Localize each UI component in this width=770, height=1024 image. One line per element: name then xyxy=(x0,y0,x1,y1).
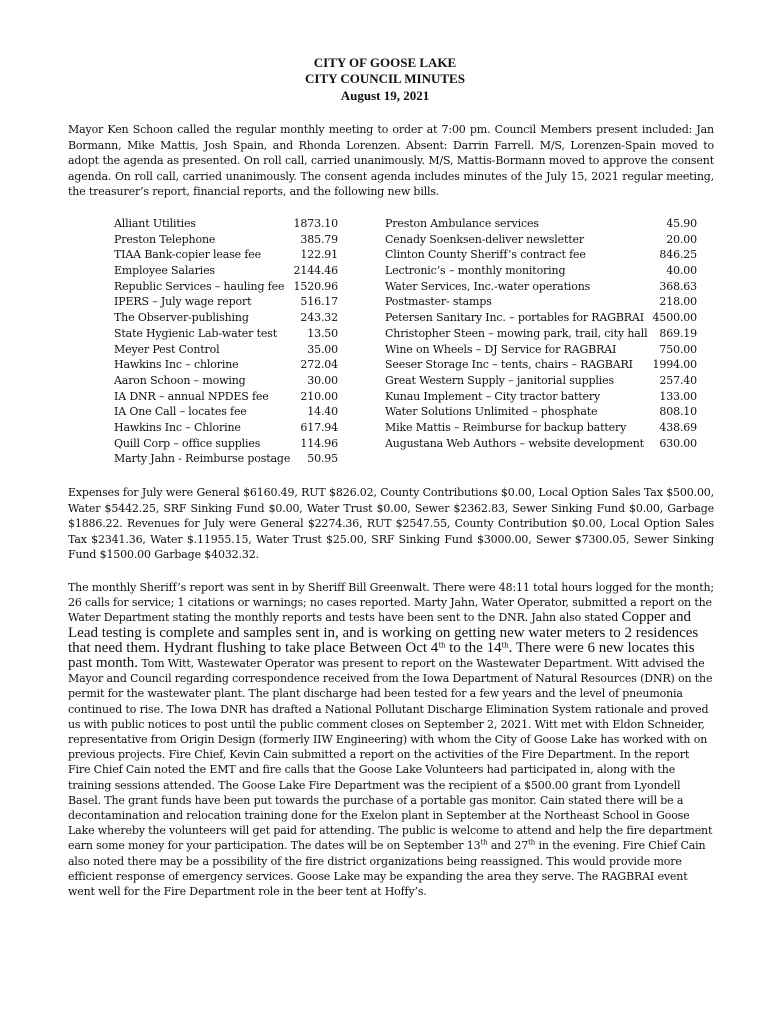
bill-row xyxy=(385,279,697,295)
bill-row xyxy=(114,357,338,373)
superscript: th xyxy=(528,838,536,847)
bill-row xyxy=(385,342,697,358)
bill-row xyxy=(385,232,697,248)
bill-amount: 210.00 xyxy=(300,389,338,403)
bill-vendor: Meyer Pest Control xyxy=(114,342,220,356)
bill-amount: 114.96 xyxy=(300,436,338,450)
bill-vendor: Cenady Soenksen-deliver newsletter xyxy=(385,232,584,246)
meeting-date: August 19, 2021 xyxy=(340,88,430,103)
bill-amount: 243.32 xyxy=(300,311,338,325)
bill-row xyxy=(385,247,697,263)
bill-row xyxy=(114,451,338,467)
bill-row xyxy=(114,389,338,405)
city-heading: CITY OF GOOSE LAKE xyxy=(313,55,457,70)
bill-row xyxy=(114,232,338,248)
bill-row xyxy=(385,263,697,279)
bill-amount: 45.90 xyxy=(666,217,697,230)
bill-amount: 438.69 xyxy=(659,420,697,434)
bill-vendor: Quill Corp – office supplies xyxy=(114,436,261,450)
bill-row xyxy=(385,326,697,342)
intro-paragraph: Mayor Ken Schoon called the regular monthly meeting to order at 7:00 pm. Council Members present included: Jan Bormann, Mike Mattis, Josh Spain, and Rhonda Lorenzen. Absent: Darrin Farrell. M/S, Lorenzen-Spain moved to adopt the agenda as presented. On roll call, carried unanimously. M/S, Mattis-Bormann moved to approve the consent agenda. On roll call, carried unanimously. The consent agenda includes minutes of the July 15, 2021 regular meeting, the treasurer’s report, financial reports, and the following new bills. xyxy=(68,123,714,199)
bill-vendor: Aaron Schoon – mowing xyxy=(114,373,246,387)
bill-amount: 368.63 xyxy=(659,279,697,293)
bill-amount: 50.95 xyxy=(307,452,338,466)
bill-amount: 630.00 xyxy=(659,436,697,450)
bill-row xyxy=(114,247,338,263)
bill-amount: 808.10 xyxy=(659,405,697,419)
bill-amount: 257.40 xyxy=(659,373,697,387)
bill-vendor: Hawkins Inc – Chlorine xyxy=(114,420,241,434)
bill-vendor: Hawkins Inc – chlorine xyxy=(114,358,239,372)
bill-amount: 13.50 xyxy=(307,326,338,340)
bill-row xyxy=(114,436,338,452)
report-ending: in the evening. Fire Chief Cain also noted there may be a possibility of the fire district organizations being reassigned. This would provide more efficient response of emergency services. Goose Lake may be expanding the area they serve. The RAGBRAI event went well for the Fire Department role in the beer tent at Hoffy’s. xyxy=(68,839,706,899)
bill-row xyxy=(114,342,338,358)
bill-vendor: TIAA Bank-copier lease fee xyxy=(114,248,262,262)
superscript: th xyxy=(438,641,446,650)
bill-amount: 2144.46 xyxy=(293,264,338,278)
bill-vendor: Marty Jahn - Reimburse postage xyxy=(114,452,291,466)
bill-row xyxy=(385,294,697,310)
bill-row xyxy=(114,373,338,389)
bill-row xyxy=(114,216,338,232)
document-title: CITY COUNCIL MINUTES xyxy=(305,71,465,86)
bill-vendor: Employee Salaries xyxy=(114,264,215,278)
bill-vendor: Alliant Utilities xyxy=(114,217,196,230)
report-continuation: and 27 xyxy=(487,839,529,853)
bill-vendor: Lectronic’s – monthly monitoring xyxy=(385,264,566,278)
bill-amount: 272.04 xyxy=(300,358,338,372)
bill-vendor: The Observer-publishing xyxy=(114,311,249,325)
bill-amount: 35.00 xyxy=(307,342,338,356)
bill-amount: 869.19 xyxy=(659,326,697,340)
bill-vendor: Seeser Storage Inc – tents, chairs – RAGBARI xyxy=(385,358,633,372)
bill-amount: 1520.96 xyxy=(293,279,338,293)
bill-amount: 20.00 xyxy=(666,232,697,246)
bill-vendor: IA DNR – annual NPDES fee xyxy=(114,389,269,403)
superscript: th xyxy=(501,641,509,650)
bill-amount: 4500.00 xyxy=(652,311,697,325)
bill-vendor: Preston Ambulance services xyxy=(385,217,539,230)
bill-amount: 1873.10 xyxy=(293,217,338,230)
bill-vendor: State Hygienic Lab-water test xyxy=(114,326,278,340)
bill-vendor: Republic Services – hauling fee xyxy=(114,279,285,293)
bill-row xyxy=(114,420,338,436)
superscript: th xyxy=(480,838,488,847)
bill-vendor: IA One Call – locates fee xyxy=(114,405,247,419)
bill-row xyxy=(385,216,697,232)
bill-row xyxy=(114,310,338,326)
bill-row xyxy=(114,404,338,420)
bill-vendor: Great Western Supply – janitorial supplies xyxy=(385,373,614,387)
bill-amount: 133.00 xyxy=(659,389,697,403)
bill-vendor: Water Solutions Unlimited – phosphate xyxy=(385,405,598,419)
bill-row xyxy=(385,310,697,326)
bill-row xyxy=(385,357,697,373)
bill-amount: 617.94 xyxy=(300,420,338,434)
wastewater-fire-report: Tom Witt, Wastewater Operator was present to report on the Wastewater Department. Witt advised the Mayor and Council regarding correspondence received from the Iowa Department of Natural Resources (DNR) on the permit for the wastewater plant. The plant discharge had been tested for a few years and the level of pneumonia continued to rise. The Iowa DNR has drafted a National Pollutant Discharge Elimination System rationale and proved us with public notices to post until the public comment closes on September 2, 2021. Witt met with Eldon Schneider, representative from Origin Design (formerly IIW Engineering) with whom the City of Goose Lake has worked with on previous projects. Fire Chief, Kevin Cain submitted a report on the activities of the Fire Department. In the report Fire Chief Cain noted the EMT and fire calls that the Goose Lake Volunteers had participated in, along with the training sessions attended. The Goose Lake Fire Department was the recipient of a $500.00 grant from Lyondell Basel. The grant funds have been put towards the purchase of a portable gas monitor. Cain stated there will be a decontamination and relocation training done for the Exelon plant in September at the Northeast School in Goose Lake whereby the volunteers will get paid for attending. The public is welcome to attend and help the fire department earn some money for your participation. The dates will be on September 13 xyxy=(68,657,713,853)
bills-list-right xyxy=(385,216,697,451)
water-update-part3: . There were 6 new locates this past month. xyxy=(68,639,695,672)
bill-amount: 40.00 xyxy=(666,264,697,278)
bill-vendor: Postmaster- stamps xyxy=(385,295,492,309)
bill-amount: 218.00 xyxy=(659,295,697,309)
bill-vendor: Augustana Web Authors – website development xyxy=(385,436,644,450)
bill-amount: 1994.00 xyxy=(652,358,697,372)
bill-vendor: IPERS – July wage report xyxy=(114,295,252,309)
bill-vendor: Preston Telephone xyxy=(114,232,216,246)
bill-amount: 122.91 xyxy=(300,248,338,262)
bill-row xyxy=(385,389,697,405)
bill-amount: 750.00 xyxy=(659,342,697,356)
bill-vendor: Water Services, Inc.-water operations xyxy=(385,279,591,293)
bill-amount: 516.17 xyxy=(300,295,338,309)
water-update-part1: Copper and Lead testing is complete and samples sent in, and is working on getting new water meters to 2 residences that need them. Hydrant flushing to take place Between Oct 4 xyxy=(68,609,699,656)
expenses-paragraph: Expenses for July were General $6160.49, RUT $826.02, County Contributions $0.00, Local Option Sales Tax $500.00, Water $5442.25, SRF Sinking Fund $0.00, Water Trust $0.00, Sewer $2362.83, Sewer Sinking Fund $0.00, Garbage $1886.22. Revenues for July were General $2274.36, RUT $2547.55, County Contribution $0.00, Local Option Sales Tax $2341.36, Water $.11955.15, Water Trust $25.00, SRF Sinking Fund $3000.00, Sewer $7300.05, Sewer Sinking Fund $1500.00 Garbage $4032.32. xyxy=(68,486,714,562)
sheriff-water-report: The monthly Sheriff’s report was sent in by Sheriff Bill Greenwalt. There were 48:11 total hours logged for the month; 26 calls for service; 1 citations or warnings; no cases reported. Marty Jahn, Water Operator, submitted a report on the Water Department stating the monthly reports and tests have been sent to the DNR. Jahn also stated xyxy=(68,581,714,625)
reports-paragraph xyxy=(68,580,714,899)
bill-vendor: Wine on Wheels – DJ Service for RAGBRAI xyxy=(385,342,617,356)
bill-amount: 14.40 xyxy=(307,405,338,419)
bill-vendor: Kunau Implement – City tractor battery xyxy=(385,389,601,403)
bill-vendor: Clinton County Sheriff’s contract fee xyxy=(385,248,586,262)
bill-row xyxy=(385,436,697,452)
bill-amount: 30.00 xyxy=(307,373,338,387)
bill-row xyxy=(385,420,697,436)
bill-amount: 385.79 xyxy=(300,232,338,246)
bill-row xyxy=(114,326,338,342)
bill-row xyxy=(385,373,697,389)
bill-row xyxy=(114,263,338,279)
bill-row xyxy=(114,279,338,295)
bill-vendor: Petersen Sanitary Inc. – portables for RAGBRAI xyxy=(385,311,644,325)
bill-row xyxy=(114,294,338,310)
bill-row xyxy=(385,404,697,420)
bills-list-left xyxy=(114,216,338,467)
bill-vendor: Mike Mattis – Reimburse for backup battery xyxy=(385,420,627,434)
bill-vendor: Christopher Steen – mowing park, trail, city hall xyxy=(385,326,648,340)
bill-amount: 846.25 xyxy=(659,248,697,262)
water-update-part2: to the 14 xyxy=(445,639,502,656)
